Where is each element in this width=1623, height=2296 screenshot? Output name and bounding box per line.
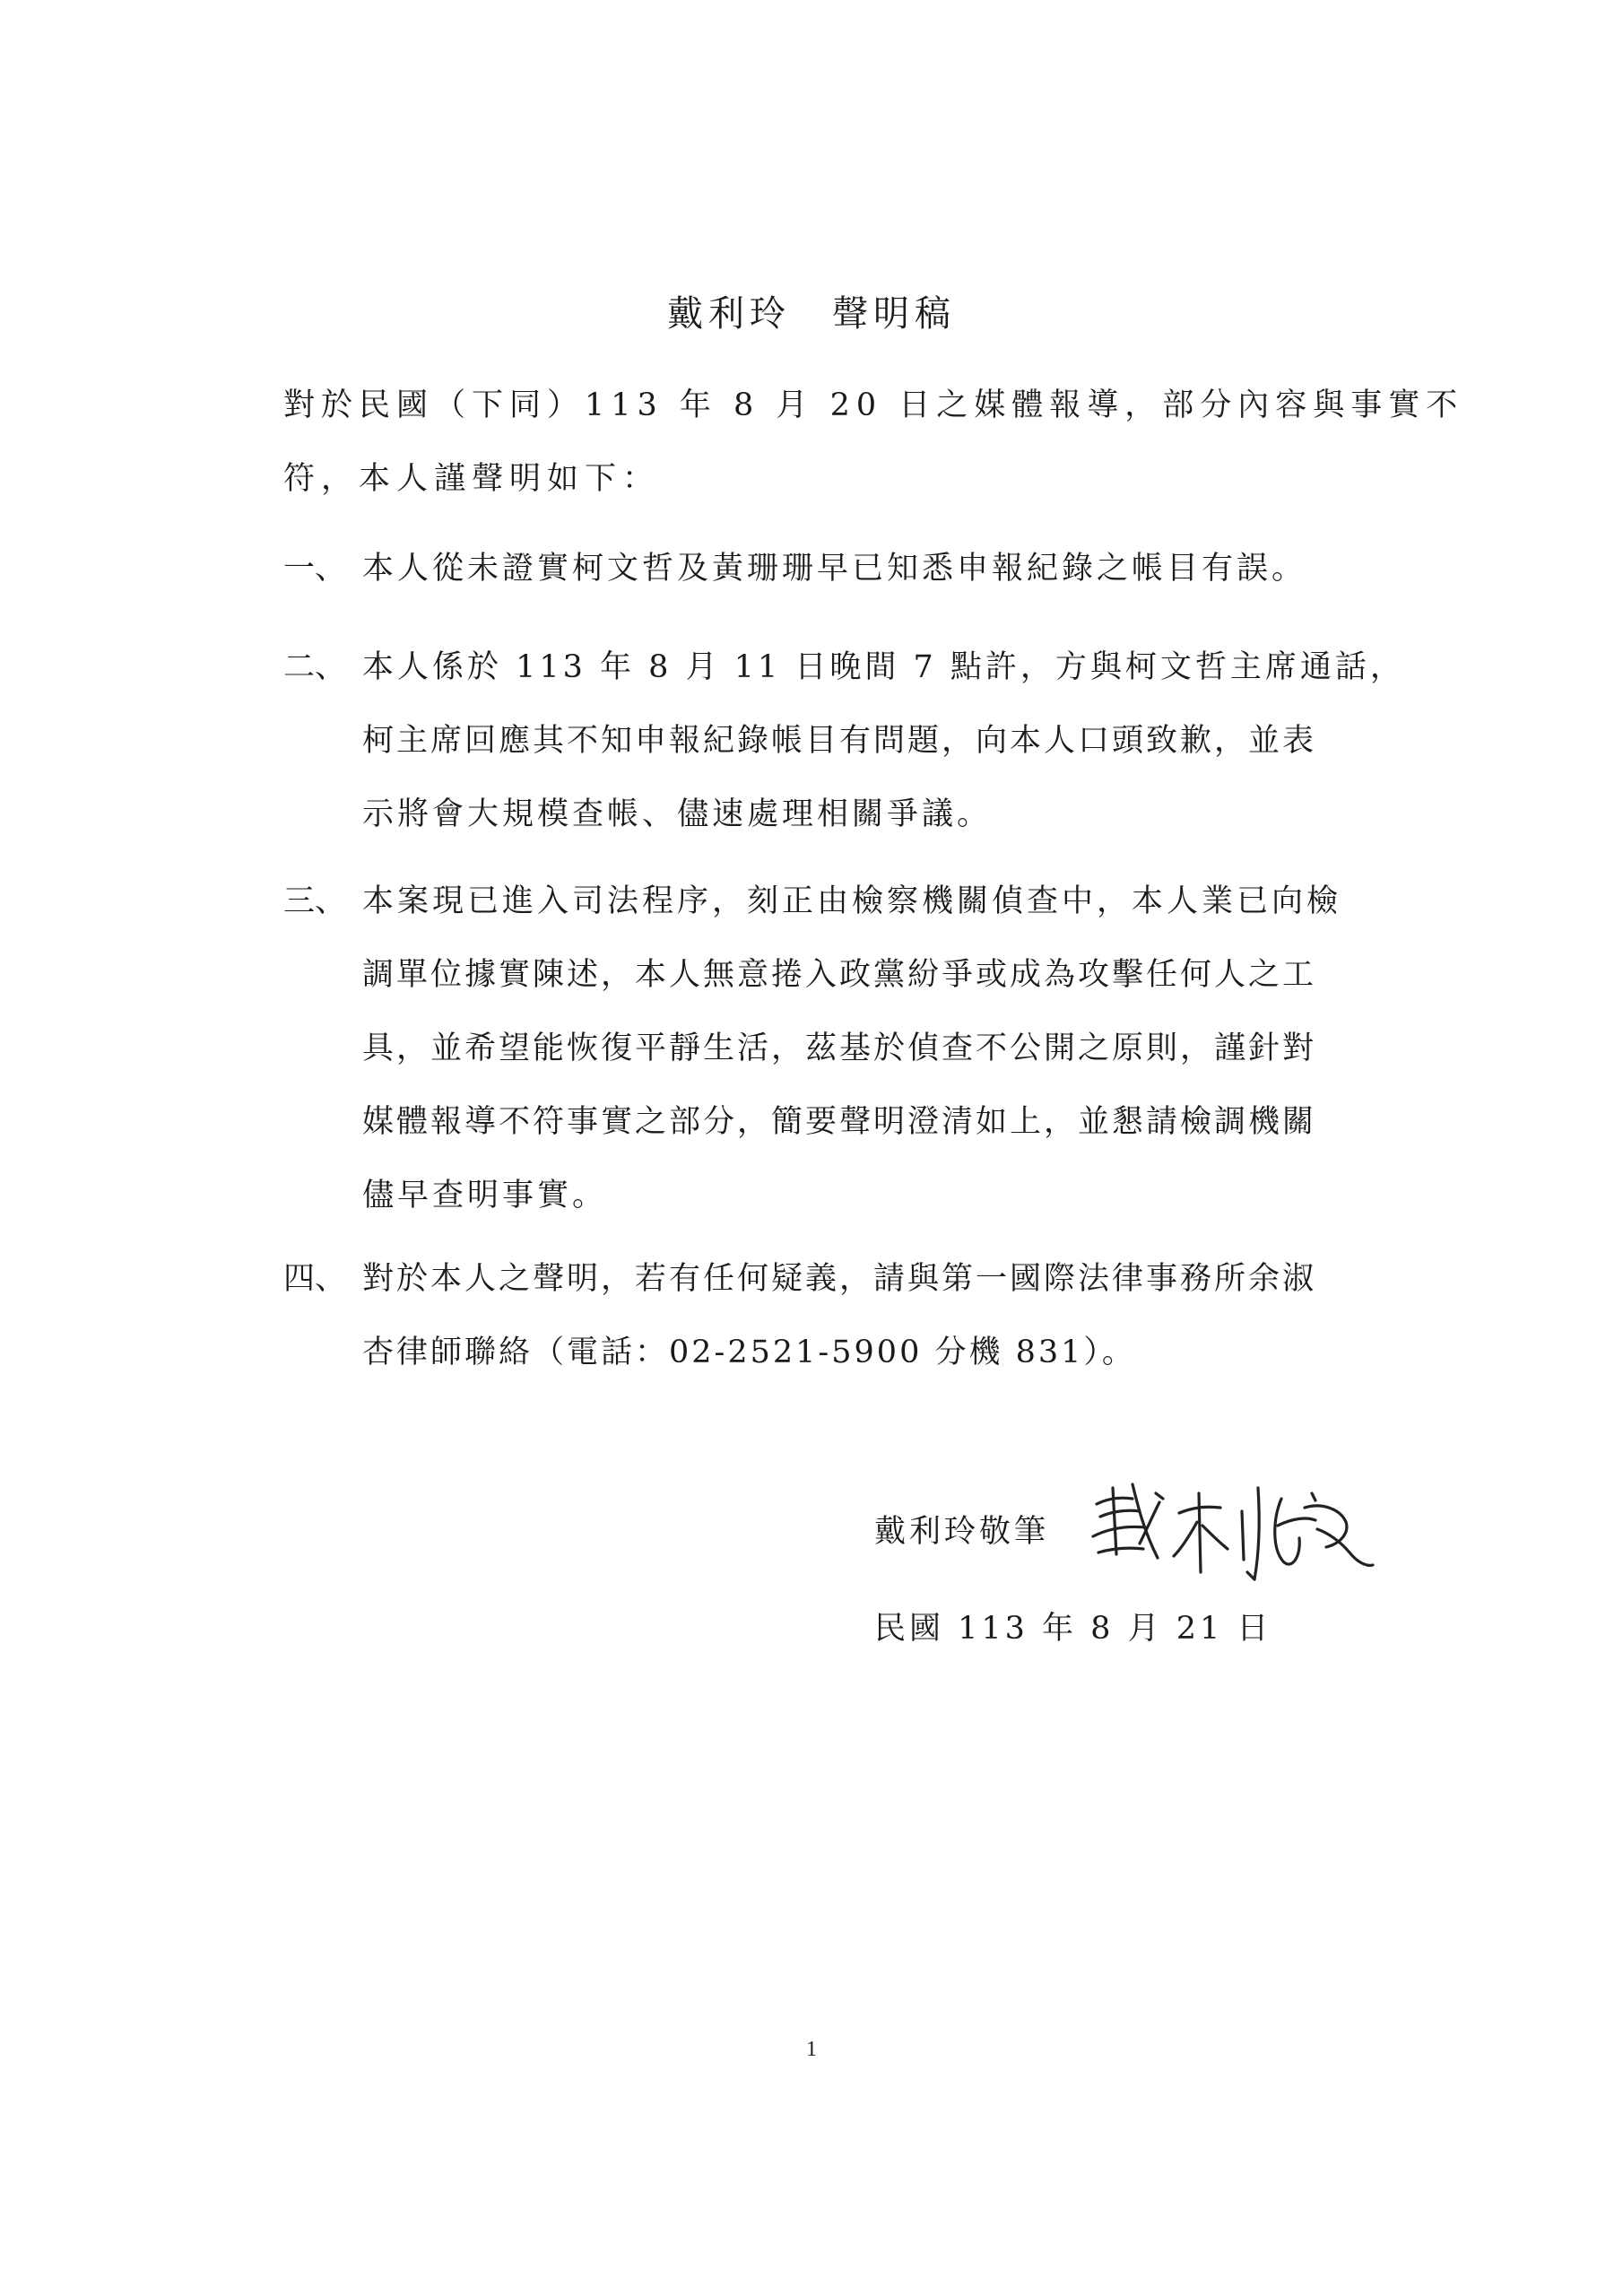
document-date: 民國 113 年 8 月 21 日 bbox=[874, 1611, 1272, 1647]
closing-text: 戴利玲敬筆 bbox=[874, 1514, 1050, 1550]
item-3-line-3: 具，並希望能恢復平靜生活，茲基於偵查不公開之原則，謹針對 bbox=[362, 1031, 1317, 1066]
item-4-line-2: 杏律師聯絡（電話：02-2521-5900 分機 831）。 bbox=[362, 1335, 1136, 1370]
page-number: 1 bbox=[806, 2038, 817, 2061]
item-marker-2: 二、 bbox=[283, 649, 347, 685]
item-3-line-2: 調單位據實陳述，本人無意捲入政黨紛爭或成為攻擊任何人之工 bbox=[362, 957, 1317, 993]
item-3-line-4: 媒體報導不符事實之部分，簡要聲明澄清如上，並懇請檢調機關 bbox=[362, 1104, 1317, 1140]
item-2-line-3: 示將會大規模查帳、儘速處理相關爭議。 bbox=[362, 796, 993, 832]
intro-line-1: 對於民國（下同）113 年 8 月 20 日之媒體報導，部分內容與事實不 bbox=[283, 387, 1464, 423]
item-marker-3: 三、 bbox=[283, 883, 347, 919]
item-4-line-1: 對於本人之聲明，若有任何疑義，請與第一國際法律事務所余淑 bbox=[362, 1261, 1317, 1297]
item-marker-4: 四、 bbox=[283, 1261, 347, 1297]
document-title: 戴利玲 聲明稿 bbox=[667, 293, 956, 335]
item-3-line-1: 本案現已進入司法程序，刻正由檢察機關偵查中，本人業已向檢 bbox=[362, 883, 1342, 919]
intro-line-2: 符，本人謹聲明如下： bbox=[283, 461, 661, 497]
item-3-line-5: 儘早查明事實。 bbox=[362, 1178, 608, 1213]
signature-image bbox=[1081, 1466, 1385, 1592]
item-marker-1: 一、 bbox=[283, 551, 347, 587]
item-2-line-1: 本人係於 113 年 8 月 11 日晚間 7 點許，方與柯文哲主席通話， bbox=[362, 649, 1405, 685]
item-2-line-2: 柯主席回應其不知申報紀錄帳目有問題，向本人口頭致歉，並表 bbox=[362, 723, 1317, 759]
item-1-line-1: 本人從未證實柯文哲及黃珊珊早已知悉申報紀錄之帳目有誤。 bbox=[362, 551, 1307, 587]
